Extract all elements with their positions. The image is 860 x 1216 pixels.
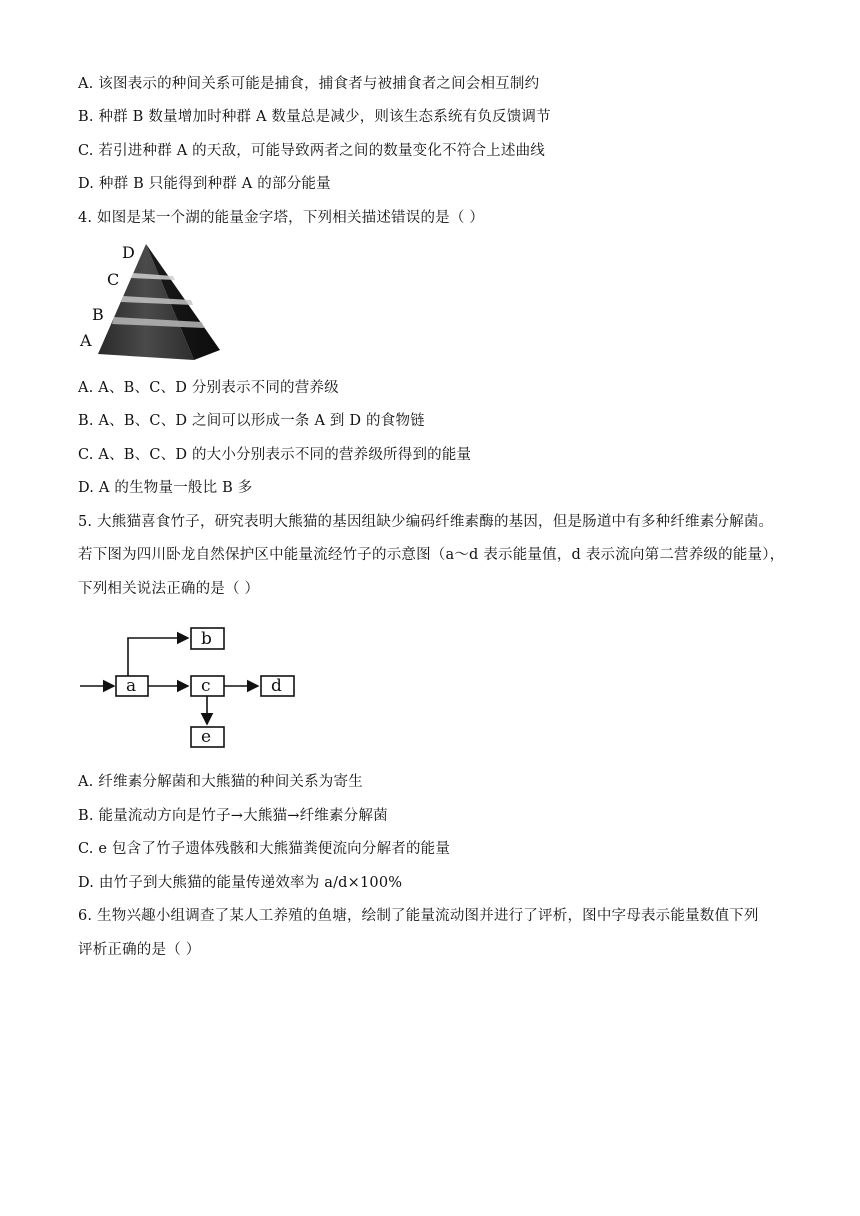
q4-option-a: A. A、B、C、D 分别表示不同的营养级: [78, 380, 339, 396]
q5-option-c: C. e 包含了竹子遗体残骸和大熊猫粪便流向分解者的能量: [78, 841, 451, 857]
q4-option-d: D. A 的生物量一般比 B 多: [78, 480, 253, 496]
q5-stem-line1: 5. 大熊猫喜食竹子，研究表明大熊猫的基因组缺少编码纤维素酶的基因，但是肠道中有多种纤维素分解菌。: [78, 514, 774, 530]
q5-option-d: D. 由竹子到大熊猫的能量传递效率为 a/d×100%: [78, 875, 403, 891]
q5-stem-line2: 若下图为四川卧龙自然保护区中能量流经竹子的示意图（a～d 表示能量值，d 表示流向第二营养级的能量），: [78, 547, 785, 563]
q6-stem-line1: 6. 生物兴趣小组调查了某人工养殖的鱼塘，绘制了能量流动图并进行了评析，图中字母表示能量数值下列: [78, 908, 759, 924]
node-c-label: c: [201, 676, 211, 696]
q4-option-b: B. A、B、C、D 之间可以形成一条 A 到 D 的食物链: [78, 413, 425, 429]
node-a-label: a: [126, 676, 137, 696]
q3-option-d: D. 种群 B 只能得到种群 A 的部分能量: [78, 176, 331, 192]
q6-stem-line2: 评析正确的是（ ）: [78, 942, 201, 958]
pyramid-label-d: D: [122, 243, 135, 262]
q3-option-c: C. 若引进种群 A 的天敌，可能导致两者之间的数量变化不符合上述曲线: [78, 143, 545, 159]
q5-stem-line3: 下列相关说法正确的是（ ）: [78, 581, 260, 597]
energy-pyramid-figure: [78, 240, 228, 365]
pyramid-label-b: B: [92, 305, 104, 324]
q4-stem: 4. 如图是某一个湖的能量金字塔，下列相关描述错误的是（ ）: [78, 210, 485, 226]
node-e-label: e: [201, 727, 212, 747]
pyramid-label-c: C: [107, 270, 120, 289]
q5-option-a: A. 纤维素分解菌和大熊猫的种间关系为寄生: [78, 774, 363, 790]
node-b-label: b: [201, 629, 212, 649]
q3-option-b: B. 种群 B 数量增加时种群 A 数量总是减少，则该生态系统有负反馈调节: [78, 109, 551, 125]
arrow-a-b: [128, 638, 188, 676]
energy-flow-diagram: [78, 620, 308, 755]
q5-option-b: B. 能量流动方向是竹子→大熊猫→纤维素分解菌: [78, 808, 388, 824]
pyramid-label-a: A: [80, 331, 92, 350]
node-d-label: d: [271, 676, 282, 696]
q4-option-c: C. A、B、C、D 的大小分别表示不同的营养级所得到的能量: [78, 447, 472, 463]
q3-option-a: A. 该图表示的种间关系可能是捕食，捕食者与被捕食者之间会相互制约: [78, 76, 540, 92]
